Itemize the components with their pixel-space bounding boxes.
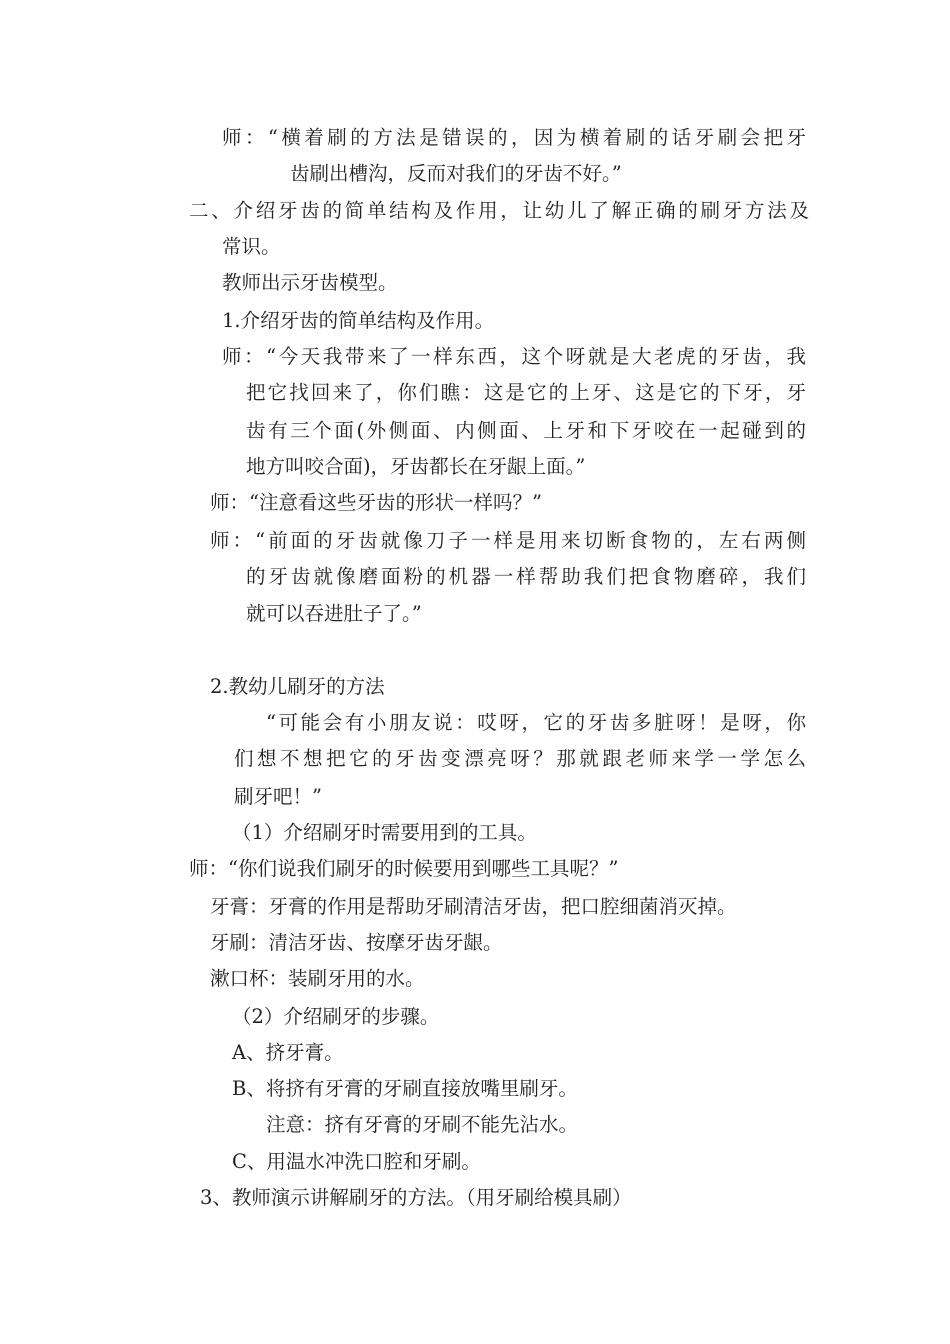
list-item: B、将挤有牙膏的牙刷直接放嘴里刷牙。 — [232, 1077, 578, 1100]
text-line: “可能会有小朋友说：哎呀，它的牙齿多脏呀！是呀，你 — [266, 711, 809, 734]
text-line: 牙刷：清洁牙齿、按摩牙齿牙龈。 — [210, 931, 503, 954]
text-line: 师：“注意看这些牙齿的形状一样吗？” — [210, 491, 542, 514]
text-line: 地方叫咬合面)，牙齿都长在牙龈上面。” — [246, 455, 586, 478]
text-line: 师：“前面的牙齿就像刀子一样是用来切断食物的，左右两侧 — [210, 529, 810, 552]
text-line: 的牙齿就像磨面粉的机器一样帮助我们把食物磨碎，我们 — [246, 565, 810, 588]
text-line: 把它找回来了，你们瞧：这是它的上牙、这是它的下牙，牙 — [246, 381, 809, 404]
list-item: A、挤牙膏。 — [232, 1041, 344, 1064]
text-line: 师：“横着刷的方法是错误的，因为横着刷的话牙刷会把牙 — [222, 126, 810, 149]
text-line: 教师出示牙齿模型。 — [222, 271, 398, 294]
subsection-heading: 3、教师演示讲解刷牙的方法。（用牙刷给模具刷） — [200, 1186, 632, 1209]
text-line: 刷牙吧！” — [234, 785, 322, 808]
section-heading: 二、介绍牙齿的简单结构及作用，让幼儿了解正确的刷牙方法及 — [189, 199, 812, 222]
note-line: 注意：挤有牙膏的牙刷不能先沾水。 — [266, 1113, 579, 1136]
text-line: 常识。 — [222, 235, 281, 258]
text-line: （1）介绍刷牙时需要用到的工具。 — [232, 821, 537, 844]
text-line: 齿有三个面(外侧面、内侧面、上牙和下牙咬在一起碰到的 — [246, 419, 809, 442]
text-line: 们想不想把它的牙齿变漂亮呀？那就跟老师来学一学怎么 — [234, 747, 810, 770]
list-item: C、用温水冲洗口腔和牙刷。 — [232, 1150, 481, 1173]
text-line: 师：“今天我带来了一样东西，这个呀就是大老虎的牙齿，我 — [222, 345, 809, 368]
text-line: 齿刷出槽沟，反而对我们的牙齿不好。” — [290, 162, 622, 185]
text-line: （2）介绍刷牙的步骤。 — [232, 1005, 440, 1028]
text-line: 就可以吞进肚子了。” — [246, 602, 422, 625]
text-line: 漱口杯：装刷牙用的水。 — [210, 967, 425, 990]
subsection-heading: 2.教幼儿刷牙的方法 — [210, 675, 385, 698]
text-line: 师：“你们说我们刷牙的时候要用到哪些工具呢？” — [189, 857, 619, 880]
subsection-heading: 1.介绍牙齿的简单结构及作用。 — [222, 309, 495, 332]
text-line: 牙膏：牙膏的作用是帮助牙刷清洁牙齿，把口腔细菌消灭掉。 — [210, 895, 737, 918]
